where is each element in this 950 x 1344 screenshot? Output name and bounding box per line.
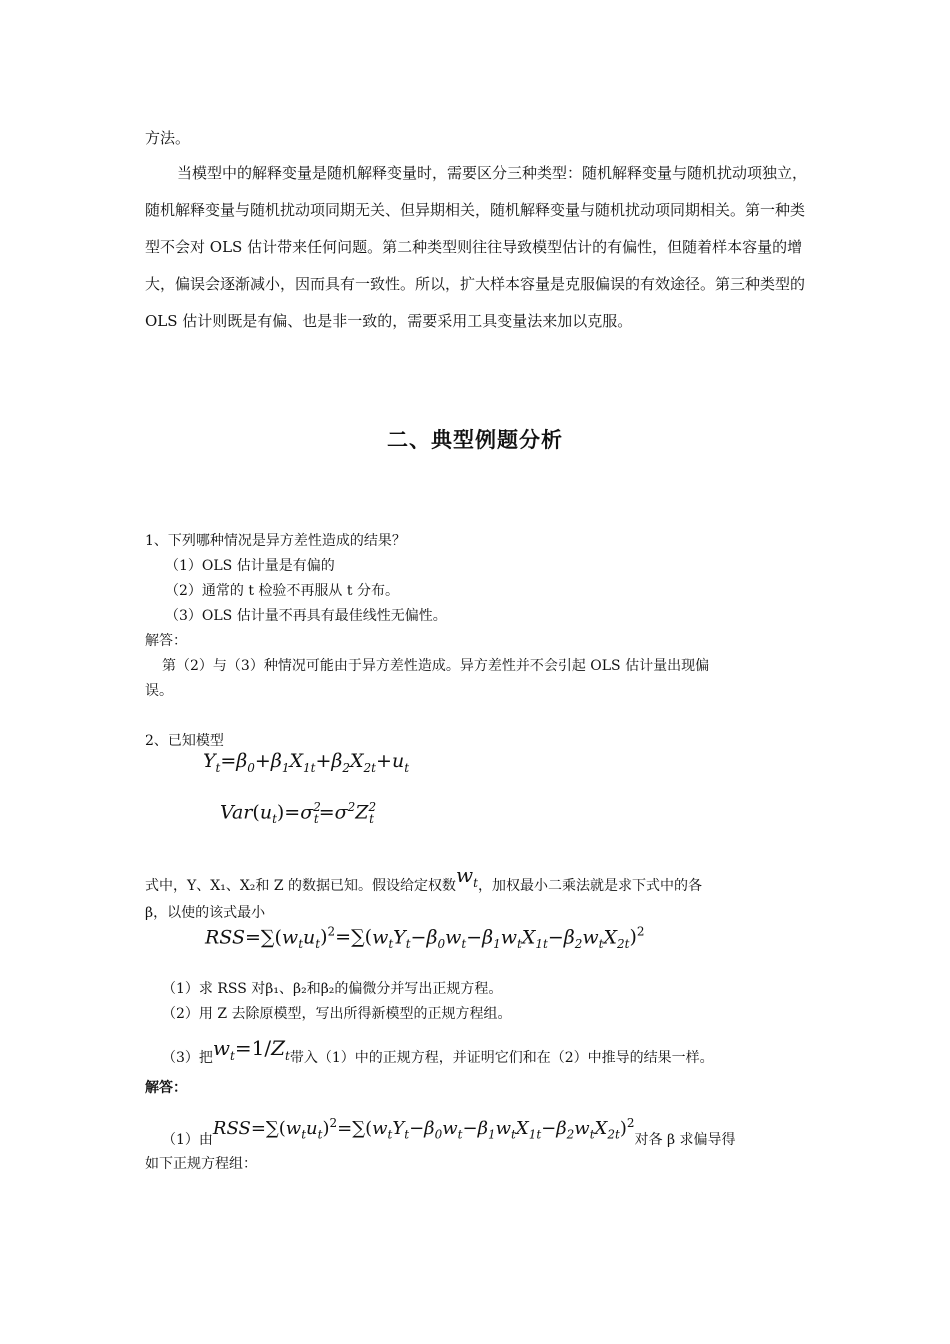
q1-option-1: （1）OLS 估计量是有偏的: [165, 558, 335, 574]
section-title: 二、典型例题分析: [387, 427, 563, 452]
q2-ans1-before: （1）由: [162, 1132, 213, 1148]
q1-answer-line1: 第（2）与（3）种情况可能由于异方差性造成。异方差性并不会引起 OLS 估计量出现偏: [162, 658, 710, 674]
rss-equation-inline: $RSS=\sum(w_tu_t)^2=\sum(w_tY_t-\beta_0w_t-\beta_1w_tX_{1t}-\beta_2w_tX_{2t})^2$: [212, 1116, 635, 1142]
q2-sub2: （2）用 Z 去除原模型，写出所得新模型的正规方程组。: [162, 1006, 512, 1022]
q2-answer-line1: [162, 1116, 827, 1156]
weight-definition: $w_t=1/Z_t$: [212, 1036, 290, 1063]
q1-answer-label: 解答：: [145, 633, 187, 649]
q2-sub3-before: （3）把: [162, 1050, 213, 1066]
q2-sub1: （1）求 RSS 对β₁、β₂和β₂的偏微分并写出正规方程。: [162, 981, 503, 997]
rss-equation: $RSS=\sum(w_tu_t)^2=\sum(w_tY_t-\beta_0w_t-\beta_1w_tX_{1t}-\beta_2w_tX_{2t})^2$: [205, 925, 645, 952]
q1-option-3: （3）OLS 估计量不再具有最佳线性无偏性。: [165, 608, 447, 624]
q2-text-after-w: ，加权最小二乘法就是求下式中的各: [477, 878, 702, 894]
q2-ans1-after: 对各 β 求偏导得: [634, 1132, 736, 1148]
q1-answer-line2: 误。: [145, 683, 173, 699]
q2-intro: 2、已知模型: [145, 733, 224, 749]
q1-option-2: （2）通常的 t 检验不再服从 t 分布。: [165, 583, 399, 599]
variance-equation: $Var(u_t)=\sigma^2_t=\sigma^2Z^2_t$: [220, 800, 377, 827]
weight-symbol: $w_t$: [456, 863, 478, 890]
intro-first-line: 方法。: [145, 129, 191, 147]
model-equation: $Y_t=\beta_0+\beta_1X_{1t}+\beta_2X_{2t}+u_t$: [203, 750, 410, 775]
q1-question: 1、下列哪种情况是异方差性造成的结果？: [145, 533, 406, 549]
q2-sub3-after: 带入（1）中的正规方程，并证明它们和在（2）中推导的结果一样。: [289, 1050, 714, 1066]
q2-text-before-w: 式中，Y、X₁、X₂和 Z 的数据已知。假设给定权数: [145, 878, 457, 894]
q2-text-line2: β，以使的该式最小: [145, 905, 266, 921]
intro-paragraph: 当模型中的解释变量是随机解释变量时，需要区分三种类型：随机解释变量与随机扰动项独立，随机解释变量与随机扰动项同期无关、但异期相关，随机解释变量与随机扰动项同期相关。第一种类型不会对 OLS 估计带来任何问题。第二种类型则往往导致模型估计的有偏性，但随着样本容量的增大，偏误会逐渐减小，因而具有一致性。所以，扩大样本容量是克服偏误的有效途径。第三种类型的 OLS 估计则既是有偏、也是非一致的，需要采用工具变量法来加以克服。: [145, 164, 808, 330]
q2-text-line1: [145, 863, 810, 902]
q2-answer-label: 解答：: [145, 1080, 187, 1096]
q2-answer-line2: 如下正规方程组：: [145, 1156, 257, 1172]
q2-sub3: [162, 1036, 827, 1074]
